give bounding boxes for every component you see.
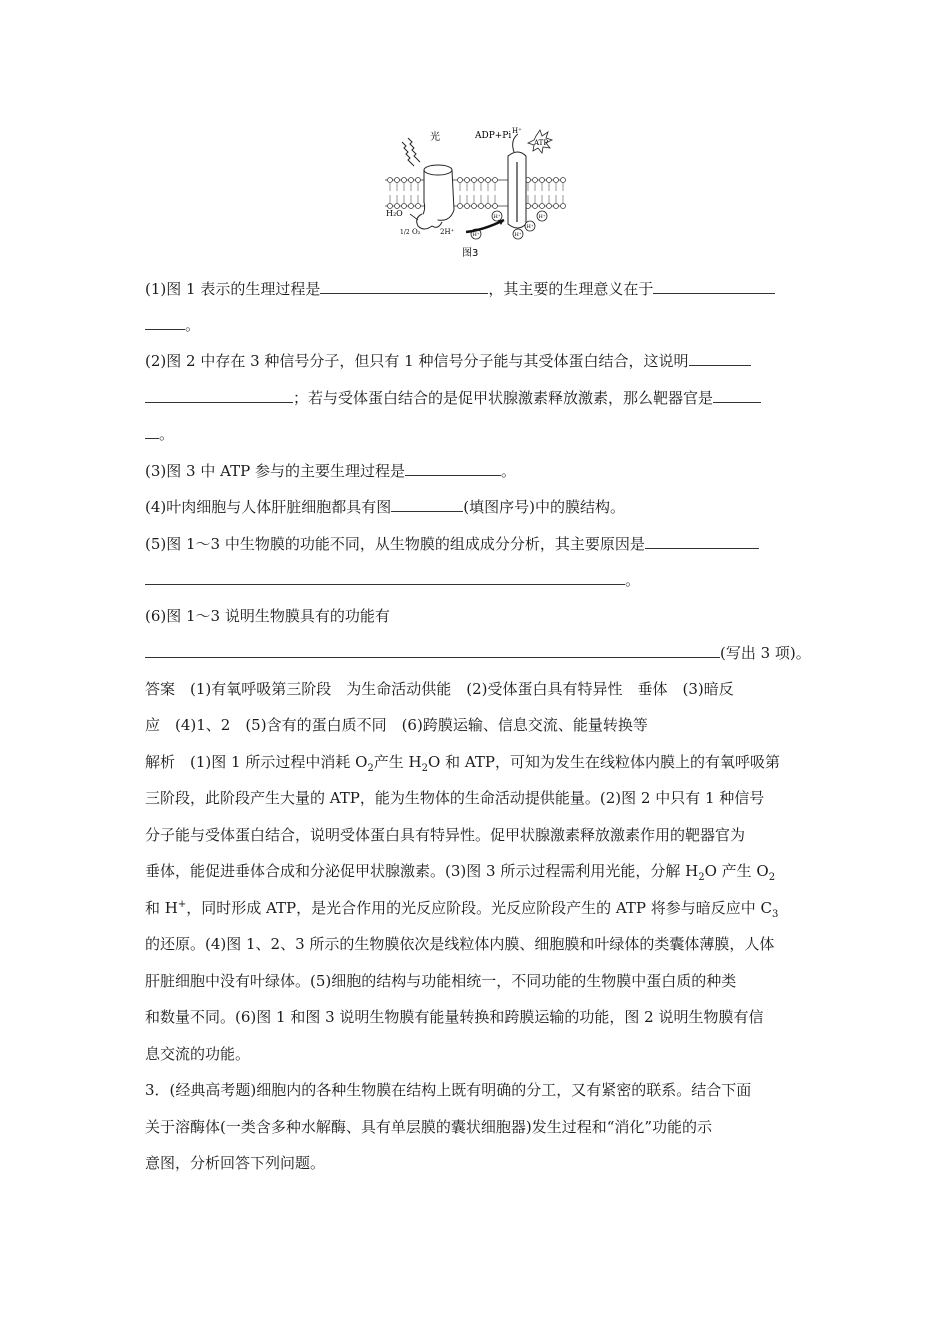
hplus-top-label: H⁺ [512, 127, 522, 135]
analysis-line-3: 分子能与受体蛋白结合，说明受体蛋白具有特异性。促甲状腺激素释放激素作用的靶器官为 [145, 826, 746, 844]
question-3: (3)图 3 中 ATP 参与的主要生理过程是 。 [145, 459, 516, 482]
light-label: 光 [430, 132, 440, 143]
svg-text:H⁺: H⁺ [514, 232, 522, 238]
adp-label: ADP+Pi [475, 131, 512, 141]
next-question-line-1: 3．(经典高考题)细胞内的各种生物膜在结构上既有明确的分工，又有紧密的联系。结合下面 [145, 1081, 752, 1099]
question-2-cont: ；若与受体蛋白结合的是促甲状腺激素释放激素，那么靶器官是 [145, 386, 761, 409]
membrane-bilayer [385, 180, 565, 206]
phospholipid-tails [390, 183, 563, 203]
answer-blank[interactable] [645, 532, 759, 549]
analysis-line-1: 解析 (1)图 1 所示过程中消耗 $O_2$产生 $H_2O$ 和 ATP，可知为发生在线粒体内膜上的有氧呼吸第 [145, 753, 780, 774]
answer-blank[interactable] [713, 386, 761, 403]
answer-blank[interactable] [145, 386, 293, 403]
analysis-line-4: 垂体，能促进垂体合成和分泌促甲状腺激素。(3)图 3 所示过程需利用光能，分解 $H_2O$ 产生 $O_2$ [145, 862, 776, 883]
analysis-line-2: 三阶段，此阶段产生大量的 ATP，能为生物体的生命活动提供能量。(2)图 2 中只有 1 种信号 [145, 789, 765, 807]
analysis-line-6: 的还原。(4)图 1、2、3 所示的生物膜依次是线粒体内膜、细胞膜和叶绿体的类囊体薄膜，人体 [145, 935, 775, 953]
answer-blank[interactable] [689, 349, 751, 366]
svg-text:H⁺: H⁺ [493, 214, 501, 220]
svg-text:H⁺: H⁺ [538, 214, 546, 220]
half-label: 1/2 [400, 229, 410, 236]
photosystem-top [424, 165, 452, 175]
figure-caption: 图3 [462, 248, 479, 259]
answer-blank[interactable] [653, 277, 775, 294]
answer-blank[interactable] [145, 313, 185, 330]
question-2-end: 。 [145, 422, 174, 445]
analysis-line-8: 和数量不同。(6)图 1 和图 3 说明生物膜有能量转换和跨膜运输的功能，图 2 说明生物膜有信 [145, 1008, 764, 1026]
answer-line-1: 答案 (1)有氧呼吸第三阶段 为生命活动供能 (2)受体蛋白具有特异性 垂体 (3)暗反 [145, 680, 734, 698]
answer-blank[interactable] [405, 459, 501, 476]
analysis-line-9: 息交流的功能。 [145, 1045, 251, 1063]
question-5: (5)图 1～3 中生物膜的功能不同，从生物膜的组成成分分析，其主要原因是 [145, 532, 759, 555]
figure-3-thylakoid-diagram [380, 122, 570, 262]
phospholipid-heads [388, 178, 566, 209]
question-2: (2)图 2 中存在 3 种信号分子，但只有 1 种信号分子能与其受体蛋白结合，这说明 [145, 349, 751, 372]
next-question-line-3: 意图，分析回答下列问题。 [145, 1154, 326, 1172]
electron-transfer-arrow [466, 220, 504, 232]
svg-text:H⁺: H⁺ [526, 224, 534, 230]
question-6: (6)图 1～3 说明生物膜具有的功能有 [145, 607, 390, 625]
water-label: H₂O [386, 209, 403, 218]
question-6-cont: (写出 3 项)。 [145, 641, 811, 664]
answer-blank[interactable] [145, 568, 625, 585]
question-1: (1)图 1 表示的生理过程是 ，其主要的生理意义在于 [145, 277, 775, 300]
question-4: (4)叶肉细胞与人体肝脏细胞都具有图 (填图序号)中的膜结构。 [145, 495, 625, 518]
svg-text:H⁺: H⁺ [472, 232, 480, 238]
question-1-cont: 。 [145, 313, 200, 336]
next-question-line-2: 关于溶酶体(一类含多种水解酶、具有单层膜的囊状细胞器)发生过程和“消化”功能的示 [145, 1118, 713, 1136]
answer-line-2: 应 (4)1、2 (5)含有的蛋白质不同 (6)跨膜运输、信息交流、能量转换等 [145, 716, 648, 734]
answer-blank[interactable] [145, 422, 159, 439]
answer-blank[interactable] [391, 495, 463, 512]
two-protons-label: 2H⁺ [440, 228, 455, 236]
atp-label: ATP [534, 139, 549, 147]
answer-blank[interactable] [320, 277, 488, 294]
question-5-cont: 。 [145, 568, 640, 591]
answer-blank[interactable] [145, 641, 720, 658]
oxygen-label: O₂ [412, 228, 421, 236]
proton-flow-arrow [513, 134, 518, 152]
analysis-line-5: 和 H+，同时形成 ATP，是光合作用的光反应阶段。光反应阶段产生的 ATP 将参与暗反应中 $C_3$ [145, 899, 779, 920]
analysis-line-7: 肝脏细胞中没有叶绿体。(5)细胞的结构与功能相统一，不同功能的生物膜中蛋白质的种类 [145, 972, 737, 990]
